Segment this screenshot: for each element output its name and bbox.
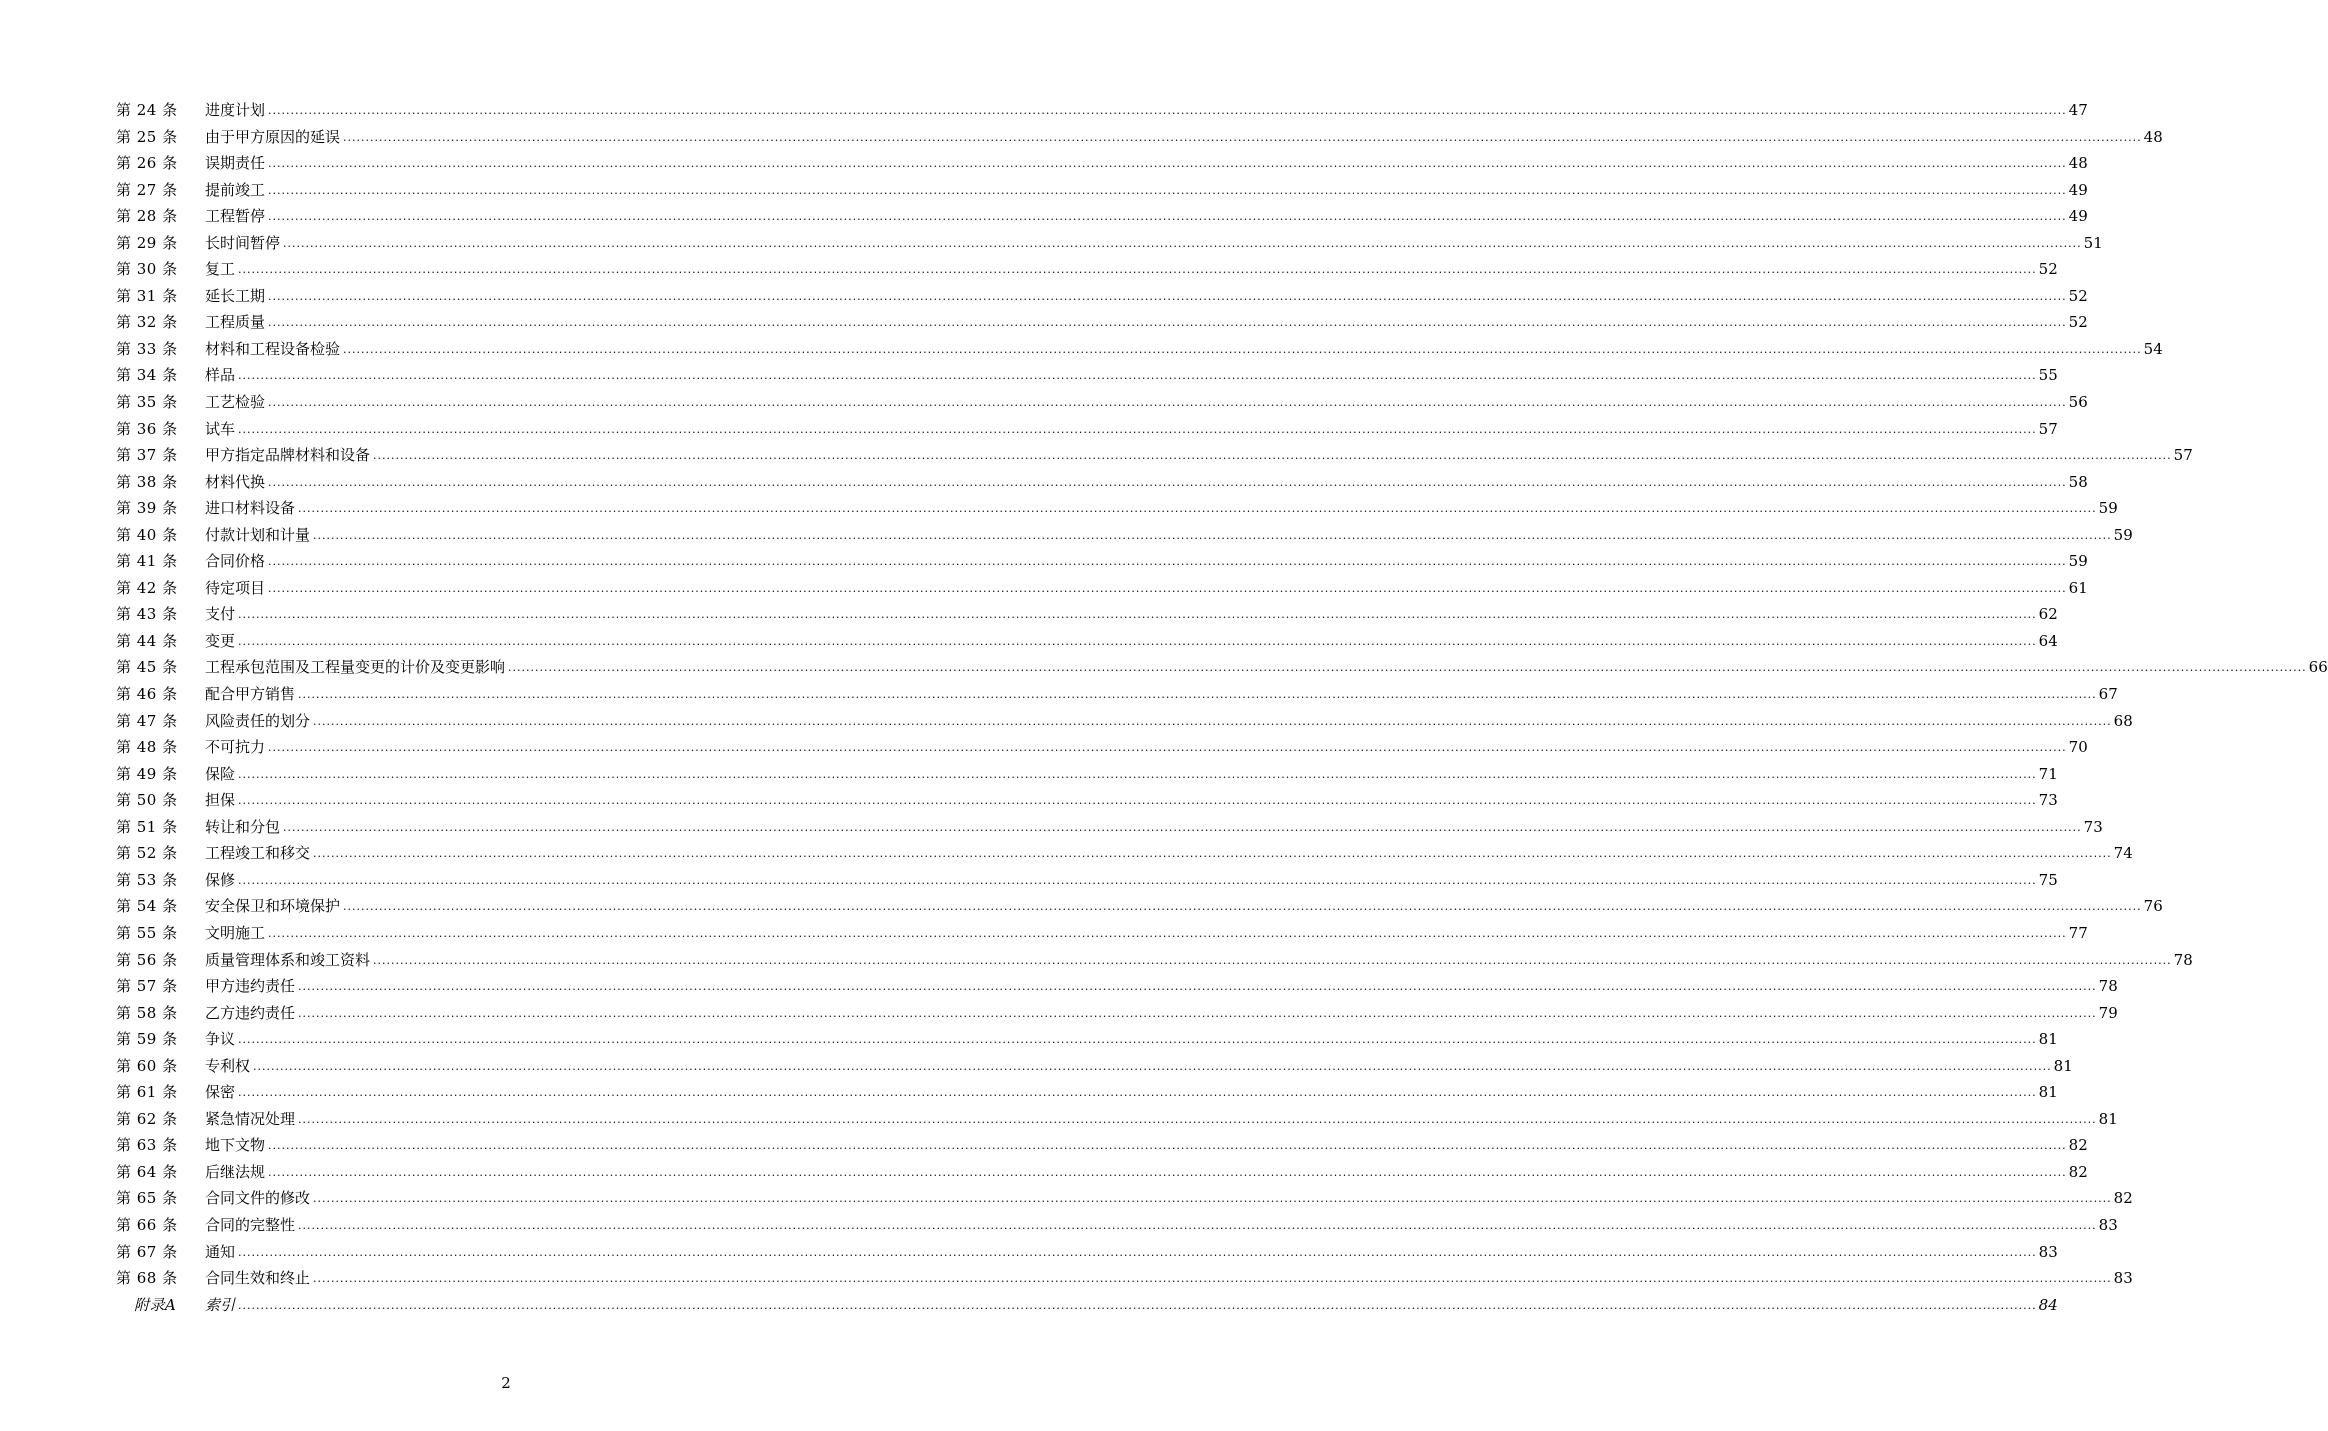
toc-dot-leader: ................................................................................................................................................................................................................................................................................................................................................................................................................: [283, 236, 2082, 250]
toc-entry-number: 第 64 条: [116, 1162, 178, 1181]
toc-entry-page: 81: [2053, 1056, 2073, 1075]
toc-entry-title: 支付: [205, 605, 236, 624]
toc-entry[interactable]: [116, 601, 2058, 628]
toc-dot-leader: ................................................................................................................................................................................................................................................................................................................................................................................................................: [343, 900, 2142, 914]
toc-entry[interactable]: [116, 442, 2193, 469]
toc-entry-number: 第 43 条: [116, 605, 178, 624]
toc-entry-page: 82: [2068, 1162, 2088, 1181]
toc-entry-page: 59: [2098, 499, 2118, 518]
toc-entry[interactable]: [116, 628, 2058, 655]
toc-entry[interactable]: [116, 867, 2058, 894]
toc-dot-leader: ................................................................................................................................................................................................................................................................................................................................................................................................................: [268, 1139, 2067, 1153]
toc-entry-title: 合同的完整性: [205, 1215, 296, 1234]
toc-entry-number: 第 66 条: [116, 1215, 178, 1234]
toc-entry-number: 第 33 条: [116, 339, 178, 358]
toc-dot-leader: ................................................................................................................................................................................................................................................................................................................................................................................................................: [268, 396, 2067, 410]
toc-entry-title: 专利权: [205, 1056, 251, 1075]
toc-entry[interactable]: [116, 893, 2163, 920]
toc-entry-title: 转让和分包: [205, 817, 281, 836]
toc-entry-title: 工程暂停: [205, 207, 266, 226]
toc-entry-title: 地下文物: [205, 1136, 266, 1155]
toc-entry[interactable]: [116, 97, 2088, 124]
toc-entry-page: 49: [2068, 180, 2088, 199]
toc-entry-title: 合同文件的修改: [205, 1189, 311, 1208]
toc-entry-title: 材料代换: [205, 472, 266, 491]
toc-entry[interactable]: [116, 309, 2088, 336]
toc-entry-number: 第 24 条: [116, 101, 178, 119]
toc-dot-leader: ................................................................................................................................................................................................................................................................................................................................................................................................................: [268, 555, 2067, 569]
toc-entry-title: 保密: [205, 1083, 236, 1102]
toc-entry-number: 第 58 条: [116, 1003, 178, 1022]
toc-entry-page: 52: [2038, 260, 2058, 279]
toc-entry[interactable]: [116, 787, 2058, 814]
toc-entry-page: 67: [2098, 685, 2118, 704]
toc-entry-number: 第 38 条: [116, 472, 178, 491]
toc-entry-title: 不可抗力: [205, 738, 266, 757]
toc-dot-leader: ................................................................................................................................................................................................................................................................................................................................................................................................................: [373, 953, 2172, 967]
toc-entry-number: 第 56 条: [116, 950, 178, 969]
toc-entry-title: 配合甲方销售: [205, 685, 296, 704]
toc-entry-title: 变更: [205, 631, 236, 650]
toc-entry-title: 长时间暂停: [205, 233, 281, 252]
toc-entry[interactable]: [116, 256, 2058, 283]
toc-dot-leader: ................................................................................................................................................................................................................................................................................................................................................................................................................: [373, 449, 2172, 463]
toc-dot-leader: ................................................................................................................................................................................................................................................................................................................................................................................................................: [298, 1218, 2097, 1232]
toc-entry[interactable]: [116, 1185, 2133, 1212]
toc-dot-leader: ................................................................................................................................................................................................................................................................................................................................................................................................................: [253, 1059, 2052, 1073]
toc-entry-title: 合同生效和终止: [205, 1269, 311, 1288]
toc-entry-number: 第 50 条: [116, 791, 178, 810]
toc-entry-page: 55: [2038, 366, 2058, 385]
toc-dot-leader: ................................................................................................................................................................................................................................................................................................................................................................................................................: [238, 1033, 2037, 1047]
toc-entry-page: 83: [2098, 1215, 2118, 1234]
toc-entry-title: 质量管理体系和竣工资料: [205, 950, 371, 969]
toc-entry[interactable]: [116, 761, 2058, 788]
toc-entry-page: 68: [2113, 711, 2133, 730]
toc-entry[interactable]: [116, 548, 2088, 575]
toc-entry-number: 第 53 条: [116, 870, 178, 889]
toc-entry-title: 担保: [205, 791, 236, 810]
toc-dot-leader: ................................................................................................................................................................................................................................................................................................................................................................................................................: [268, 741, 2067, 755]
toc-dot-leader: ................................................................................................................................................................................................................................................................................................................................................................................................................: [313, 714, 2112, 728]
toc-entry-number: 第 36 条: [116, 419, 178, 438]
toc-entry-title: 由于甲方原因的延误: [205, 127, 341, 146]
toc-entry-title: 复工: [205, 260, 236, 279]
toc-entry-page: 78: [2173, 950, 2193, 969]
toc-entry-number: 第 52 条: [116, 844, 178, 863]
toc-entry-number: 附录A: [134, 1295, 177, 1314]
toc-entry[interactable]: [116, 1265, 2133, 1292]
toc-dot-leader: ................................................................................................................................................................................................................................................................................................................................................................................................................: [238, 1245, 2037, 1259]
toc-dot-leader: ................................................................................................................................................................................................................................................................................................................................................................................................................: [508, 661, 2307, 675]
toc-dot-leader: ................................................................................................................................................................................................................................................................................................................................................................................................................: [268, 183, 2067, 197]
toc-entry-page: 73: [2038, 791, 2058, 810]
toc-entry-number: 第 39 条: [116, 499, 178, 518]
toc-dot-leader: ................................................................................................................................................................................................................................................................................................................................................................................................................: [283, 820, 2082, 834]
toc-entry-number: 第 46 条: [116, 685, 178, 704]
toc-entry[interactable]: [116, 1159, 2088, 1186]
toc-entry[interactable]: [116, 495, 2118, 522]
toc-entry-page: 76: [2143, 897, 2163, 916]
toc-entry-page: 52: [2068, 313, 2088, 332]
toc-entry-number: 第 41 条: [116, 552, 178, 571]
toc-entry-page: 70: [2068, 738, 2088, 757]
page-number: 2: [501, 1374, 511, 1392]
toc-entry[interactable]: [116, 416, 2058, 443]
toc-dot-leader: ................................................................................................................................................................................................................................................................................................................................................................................................................: [298, 1112, 2097, 1126]
toc-entry[interactable]: [116, 1212, 2118, 1239]
toc-entry-title: 索引: [205, 1295, 236, 1314]
toc-entry-page: 52: [2068, 286, 2088, 305]
toc-entry-number: 第 67 条: [116, 1242, 178, 1261]
toc-entry[interactable]: [116, 469, 2088, 496]
toc-entry-title: 争议: [205, 1030, 236, 1049]
toc-entry-page: 73: [2083, 817, 2103, 836]
toc-dot-leader: ................................................................................................................................................................................................................................................................................................................................................................................................................: [268, 104, 2067, 117]
toc-entry-title: 文明施工: [205, 923, 266, 942]
toc-dot-leader: ................................................................................................................................................................................................................................................................................................................................................................................................................: [238, 1086, 2037, 1100]
toc-entry-page: 51: [2083, 233, 2103, 252]
toc-entry-page: 57: [2038, 419, 2058, 438]
toc-entry[interactable]: [116, 681, 2118, 708]
toc-dot-leader: ................................................................................................................................................................................................................................................................................................................................................................................................................: [238, 608, 2037, 622]
toc-dot-leader: ................................................................................................................................................................................................................................................................................................................................................................................................................: [313, 1192, 2112, 1206]
toc-entry[interactable]: [116, 362, 2058, 389]
toc-entry-title: 保修: [205, 870, 236, 889]
toc-entry-number: 第 44 条: [116, 631, 178, 650]
toc-dot-leader: ................................................................................................................................................................................................................................................................................................................................................................................................................: [238, 1298, 2037, 1312]
toc-entry-title: 紧急情况处理: [205, 1109, 296, 1128]
toc-entry-page: 75: [2038, 870, 2058, 889]
toc-entry[interactable]: [116, 947, 2193, 974]
toc-entry[interactable]: [116, 575, 2088, 602]
toc-entry-number: 第 61 条: [116, 1083, 178, 1102]
toc-entry-page: 49: [2068, 207, 2088, 226]
toc-entry-page: 54: [2143, 339, 2163, 358]
toc-entry-page: 56: [2068, 393, 2088, 412]
toc-entry[interactable]: [116, 1053, 2073, 1080]
toc-entry-title: 安全保卫和环境保护: [205, 897, 341, 916]
toc-entry-title: 样品: [205, 366, 236, 385]
toc-entry-number: 第 59 条: [116, 1030, 178, 1049]
toc-entry-page: 81: [2098, 1109, 2118, 1128]
toc-entry-title: 进度计划: [205, 101, 266, 119]
toc-entry-page: 58: [2068, 472, 2088, 491]
toc-dot-leader: ................................................................................................................................................................................................................................................................................................................................................................................................................: [313, 1272, 2112, 1286]
toc-entry[interactable]: [116, 734, 2088, 761]
toc-entry-number: 第 62 条: [116, 1109, 178, 1128]
toc-entry-number: 第 35 条: [116, 393, 178, 412]
toc-entry-title: 风险责任的划分: [205, 711, 311, 730]
toc-entry-title: 付款计划和计量: [205, 525, 311, 544]
toc-dot-leader: ................................................................................................................................................................................................................................................................................................................................................................................................................: [238, 369, 2037, 383]
toc-dot-leader: ................................................................................................................................................................................................................................................................................................................................................................................................................: [238, 794, 2037, 808]
toc-entry-title: 甲方指定品牌材料和设备: [205, 446, 371, 465]
toc-entry-number: 第 28 条: [116, 207, 178, 226]
toc-dot-leader: ................................................................................................................................................................................................................................................................................................................................................................................................................: [343, 342, 2142, 356]
toc-entry-title: 工程竣工和移交: [205, 844, 311, 863]
toc-appendix-entry[interactable]: [116, 1292, 2058, 1319]
toc-dot-leader: ................................................................................................................................................................................................................................................................................................................................................................................................................: [313, 528, 2112, 542]
toc-dot-leader: ................................................................................................................................................................................................................................................................................................................................................................................................................: [238, 634, 2037, 648]
toc-entry[interactable]: [116, 708, 2133, 735]
toc-entry[interactable]: [116, 1000, 2118, 1027]
toc-entry[interactable]: [116, 1239, 2058, 1266]
toc-entry-number: 第 32 条: [116, 313, 178, 332]
toc-entry-number: 第 55 条: [116, 923, 178, 942]
toc-entry-page: 83: [2038, 1242, 2058, 1261]
toc-entry[interactable]: [116, 336, 2163, 363]
toc-entry-page: 47: [2068, 101, 2088, 119]
toc-entry-number: 第 29 条: [116, 233, 178, 252]
toc-entry-number: 第 48 条: [116, 738, 178, 757]
toc-entry[interactable]: [116, 389, 2088, 416]
toc-entry-page: 81: [2038, 1083, 2058, 1102]
toc-dot-leader: ................................................................................................................................................................................................................................................................................................................................................................................................................: [268, 1165, 2067, 1179]
toc-entry[interactable]: [116, 1106, 2118, 1133]
toc-entry-page: 59: [2113, 525, 2133, 544]
toc-entry-number: 第 45 条: [116, 658, 178, 677]
toc-entry[interactable]: [116, 840, 2133, 867]
toc-entry-title: 试车: [205, 419, 236, 438]
toc-entry[interactable]: [116, 124, 2163, 151]
toc-entry-page: 77: [2068, 923, 2088, 942]
toc-entry-page: 74: [2113, 844, 2133, 863]
toc-entry[interactable]: [116, 920, 2088, 947]
toc-entry-page: 48: [2068, 154, 2088, 173]
toc-entry-title: 工程承包范围及工程量变更的计价及变更影响: [205, 658, 506, 677]
toc-entry-page: 78: [2098, 977, 2118, 996]
toc-entry-number: 第 40 条: [116, 525, 178, 544]
toc-entry[interactable]: [116, 973, 2118, 1000]
toc-entry-page: 66: [2308, 658, 2328, 677]
toc-entry-title: 甲方违约责任: [205, 977, 296, 996]
toc-entry-number: 第 37 条: [116, 446, 178, 465]
toc-entry-number: 第 49 条: [116, 764, 178, 783]
toc-entry-title: 通知: [205, 1242, 236, 1261]
toc-entry-number: 第 31 条: [116, 286, 178, 305]
toc-entry-page: 79: [2098, 1003, 2118, 1022]
toc-dot-leader: ................................................................................................................................................................................................................................................................................................................................................................................................................: [343, 130, 2142, 144]
toc-entry-title: 材料和工程设备检验: [205, 339, 341, 358]
toc-dot-leader: ................................................................................................................................................................................................................................................................................................................................................................................................................: [298, 980, 2097, 994]
toc-dot-leader: ................................................................................................................................................................................................................................................................................................................................................................................................................: [268, 316, 2067, 330]
toc-entry-number: 第 25 条: [116, 127, 178, 146]
toc-entry-title: 工程质量: [205, 313, 266, 332]
toc-dot-leader: ................................................................................................................................................................................................................................................................................................................................................................................................................: [298, 1006, 2097, 1020]
toc-entry[interactable]: [116, 814, 2103, 841]
toc-dot-leader: ................................................................................................................................................................................................................................................................................................................................................................................................................: [313, 847, 2112, 861]
toc-entry-number: 第 51 条: [116, 817, 178, 836]
toc-entry[interactable]: [116, 1132, 2088, 1159]
toc-entry-page: 83: [2113, 1269, 2133, 1288]
toc-entry[interactable]: [116, 230, 2103, 257]
toc-entry-number: 第 57 条: [116, 977, 178, 996]
toc-dot-leader: ................................................................................................................................................................................................................................................................................................................................................................................................................: [298, 502, 2097, 516]
toc-entry-page: 81: [2038, 1030, 2058, 1049]
toc-entry[interactable]: [116, 1026, 2058, 1053]
toc-entry-number: 第 34 条: [116, 366, 178, 385]
toc-entry-title: 后继法规: [205, 1162, 266, 1181]
toc-entry-title: 工艺检验: [205, 393, 266, 412]
toc-entry-page: 61: [2068, 578, 2088, 597]
toc-entry[interactable]: [116, 177, 2088, 204]
toc-entry-number: 第 65 条: [116, 1189, 178, 1208]
toc-entry-title: 保险: [205, 764, 236, 783]
toc-dot-leader: ................................................................................................................................................................................................................................................................................................................................................................................................................: [238, 767, 2037, 781]
toc-dot-leader: ................................................................................................................................................................................................................................................................................................................................................................................................................: [268, 475, 2067, 489]
toc-entry-number: 第 30 条: [116, 260, 178, 279]
toc-entry[interactable]: [116, 522, 2133, 549]
toc-dot-leader: ................................................................................................................................................................................................................................................................................................................................................................................................................: [238, 263, 2037, 277]
toc-entry-page: 48: [2143, 127, 2163, 146]
toc-dot-leader: ................................................................................................................................................................................................................................................................................................................................................................................................................: [238, 873, 2037, 887]
toc-entry-number: 第 63 条: [116, 1136, 178, 1155]
toc-entry-number: 第 68 条: [116, 1269, 178, 1288]
toc-entry-title: 待定项目: [205, 578, 266, 597]
toc-entry-number: 第 42 条: [116, 578, 178, 597]
toc-entry-title: 误期责任: [205, 154, 266, 173]
toc-dot-leader: ................................................................................................................................................................................................................................................................................................................................................................................................................: [268, 926, 2067, 940]
toc-entry-page: 62: [2038, 605, 2058, 624]
toc-entry[interactable]: [116, 654, 2328, 681]
toc-entry-number: 第 27 条: [116, 180, 178, 199]
toc-entry-number: 第 54 条: [116, 897, 178, 916]
toc-entry-page: 59: [2068, 552, 2088, 571]
toc-entry-number: 第 26 条: [116, 154, 178, 173]
table-of-contents: [116, 97, 2328, 1318]
toc-entry-page: 84: [2038, 1295, 2058, 1314]
toc-entry-page: 71: [2038, 764, 2058, 783]
toc-entry-page: 82: [2113, 1189, 2133, 1208]
toc-entry-page: 57: [2173, 446, 2193, 465]
toc-dot-leader: ................................................................................................................................................................................................................................................................................................................................................................................................................: [268, 289, 2067, 303]
toc-entry[interactable]: [116, 1079, 2058, 1106]
toc-entry-number: 第 60 条: [116, 1056, 178, 1075]
toc-entry-title: 延长工期: [205, 286, 266, 305]
toc-entry[interactable]: [116, 283, 2088, 310]
toc-dot-leader: ................................................................................................................................................................................................................................................................................................................................................................................................................: [298, 688, 2097, 702]
toc-dot-leader: ................................................................................................................................................................................................................................................................................................................................................................................................................: [268, 581, 2067, 595]
toc-entry-title: 合同价格: [205, 552, 266, 571]
toc-dot-leader: ................................................................................................................................................................................................................................................................................................................................................................................................................: [268, 210, 2067, 224]
toc-entry-title: 乙方违约责任: [205, 1003, 296, 1022]
toc-dot-leader: ................................................................................................................................................................................................................................................................................................................................................................................................................: [268, 157, 2067, 171]
toc-entry[interactable]: [116, 150, 2088, 177]
toc-entry-title: 提前竣工: [205, 180, 266, 199]
toc-entry-page: 82: [2068, 1136, 2088, 1155]
toc-entry-number: 第 47 条: [116, 711, 178, 730]
toc-entry-page: 64: [2038, 631, 2058, 650]
toc-entry[interactable]: [116, 203, 2088, 230]
toc-entry-title: 进口材料设备: [205, 499, 296, 518]
toc-dot-leader: ................................................................................................................................................................................................................................................................................................................................................................................................................: [238, 422, 2037, 436]
